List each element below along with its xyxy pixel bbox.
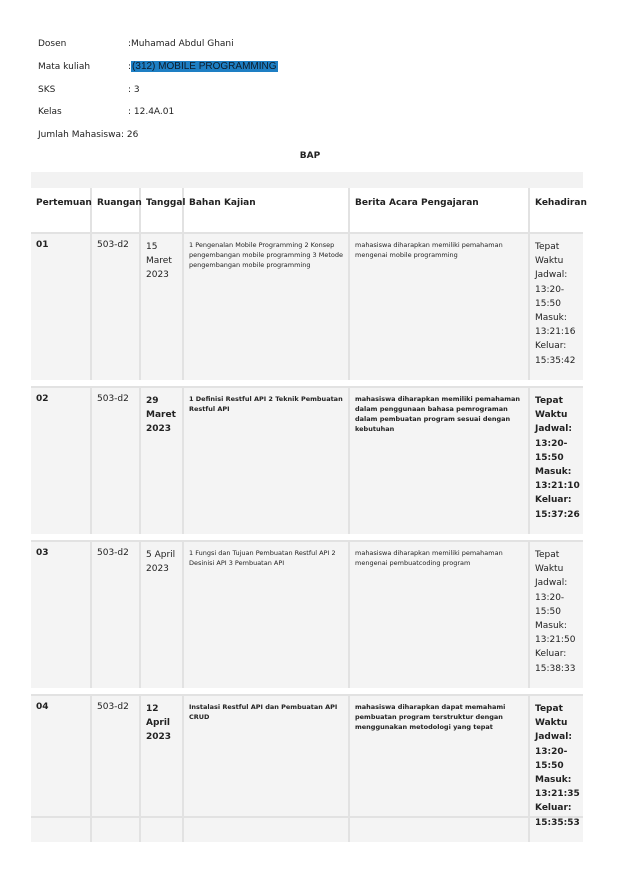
bap-table xyxy=(31,172,587,842)
kehadiran-status: Waktu xyxy=(535,564,564,575)
cell-ruangan: 503-d2 xyxy=(91,233,140,380)
kehadiran-value: 13:21:10 xyxy=(535,481,580,492)
header-ruangan: Ruangan xyxy=(91,188,140,233)
matkul-value-highlight: (312) MOBILE PROGRAMMING xyxy=(132,61,277,72)
cell-kehadiran xyxy=(529,233,583,380)
kehadiran-value: 15:35:42 xyxy=(535,355,576,366)
cell-pertemuan: 03 xyxy=(31,541,91,688)
kehadiran-value: 15:35:53 xyxy=(535,817,580,828)
cell-berita-acara: mahasiswa diharapkan memiliki pemahaman mengenai mobile programming xyxy=(349,233,529,380)
kehadiran-label: Masuk: xyxy=(535,467,572,478)
sks-label: SKS xyxy=(38,85,56,95)
table-row xyxy=(31,233,583,380)
header-bahan-kajian: Bahan Kajian xyxy=(183,188,349,233)
header-pertemuan: Pertemuan xyxy=(36,198,92,208)
kehadiran-label: Keluar: xyxy=(535,495,572,506)
kehadiran-status: Waktu xyxy=(535,718,568,729)
kehadiran-value: 13:21:16 xyxy=(535,327,576,338)
table-top-band xyxy=(31,172,583,188)
table-row xyxy=(31,695,583,842)
table-row xyxy=(31,387,583,534)
table-bottom-border xyxy=(31,816,583,818)
kehadiran-label: Masuk: xyxy=(535,775,572,786)
kehadiran-value: 15:37:26 xyxy=(535,509,580,520)
dosen-label: Dosen xyxy=(38,39,67,49)
kehadiran-label: Jadwal: xyxy=(535,578,568,589)
cell-tanggal: 5 April 2023 xyxy=(140,541,183,688)
cell-berita-acara: mahasiswa diharapkan dapat memahami pembuatan program terstruktur dengan menggunakan metodologi yang tepat xyxy=(349,695,529,842)
cell-berita-acara: mahasiswa diharapkan memiliki pemahaman dalam penggunaan bahasa pemrograman dalam pembuatan program sesuai dengan kebutuhan xyxy=(349,387,529,534)
kehadiran-label: Masuk: xyxy=(535,313,567,324)
cell-pertemuan: 01 xyxy=(31,233,91,380)
row-gap xyxy=(31,688,583,695)
cell-tanggal: 15 Maret 2023 xyxy=(140,233,183,380)
cell-berita-acara: mahasiswa diharapkan memiliki pemahaman mengenai pembuatcoding program xyxy=(349,541,529,688)
kehadiran-label: Keluar: xyxy=(535,649,567,660)
kehadiran-status: Tepat xyxy=(535,242,560,252)
jumlah-line: Jumlah Mahasiswa: 26 xyxy=(38,130,139,140)
cell-bahan-kajian: Instalasi Restful API dan Pembuatan API CRUD xyxy=(183,695,349,842)
table-row xyxy=(31,541,583,688)
kelas-line xyxy=(38,107,174,117)
kelas-value: : 12.4A.01 xyxy=(128,107,175,117)
row-gap xyxy=(31,534,583,541)
cell-tanggal: 12 April 2023 xyxy=(140,695,183,842)
row-gap xyxy=(31,380,583,387)
kehadiran-value: 13:21:50 xyxy=(535,635,576,646)
kehadiran-status: Tepat xyxy=(535,550,560,560)
kehadiran-label: Keluar: xyxy=(535,803,572,814)
cell-ruangan: 503-d2 xyxy=(91,695,140,842)
cell-kehadiran xyxy=(529,695,583,842)
kehadiran-label: Jadwal: xyxy=(535,424,572,435)
cell-ruangan: 503-d2 xyxy=(91,541,140,688)
page-title: BAP xyxy=(299,151,321,161)
kehadiran-status: Tepat xyxy=(535,396,563,406)
sks-line xyxy=(38,85,140,95)
kehadiran-label: Masuk: xyxy=(535,621,567,632)
kehadiran-value: 15:50 xyxy=(535,606,561,617)
kehadiran-value: 13:20- xyxy=(535,284,565,295)
matkul-prefix: : xyxy=(128,62,132,72)
kehadiran-status: Tepat xyxy=(535,704,563,714)
header-berita-acara: Berita Acara Pengajaran xyxy=(349,188,529,233)
kehadiran-value: 13:20- xyxy=(535,438,568,449)
kehadiran-label: Keluar: xyxy=(535,341,567,352)
kehadiran-value: 13:21:35 xyxy=(535,789,580,800)
kehadiran-value: 15:38:33 xyxy=(535,663,576,674)
cell-ruangan: 503-d2 xyxy=(91,387,140,534)
dosen-line xyxy=(38,39,234,49)
kehadiran-value: 13:20- xyxy=(535,592,565,603)
cell-bahan-kajian: 1 Pengenalan Mobile Programming 2 Konsep pengembangan mobile programming 3 Metode pengembangan mobile programming xyxy=(183,233,349,380)
kehadiran-value: 15:50 xyxy=(535,298,561,309)
kehadiran-value: 13:20- xyxy=(535,746,568,757)
kehadiran-label: Jadwal: xyxy=(535,732,572,743)
kehadiran-status: Waktu xyxy=(535,410,568,421)
cell-bahan-kajian: 1 Fungsi dan Tujuan Pembuatan Restful API 2 Desinisi API 3 Pembuatan API xyxy=(183,541,349,688)
sks-value: : 3 xyxy=(128,85,140,95)
dosen-value: :Muhamad Abdul Ghani xyxy=(128,39,234,49)
kehadiran-value: 15:50 xyxy=(535,452,564,463)
kehadiran-label: Jadwal: xyxy=(535,270,568,281)
kelas-label: Kelas xyxy=(38,107,62,117)
cell-kehadiran xyxy=(529,387,583,534)
cell-kehadiran xyxy=(529,541,583,688)
cell-bahan-kajian: 1 Definisi Restful API 2 Teknik Pembuatan Restful API xyxy=(183,387,349,534)
matkul-label: Mata kuliah xyxy=(38,62,91,72)
table-header-row xyxy=(31,188,583,233)
header-kehadiran: Kehadiran xyxy=(529,188,583,233)
cell-pertemuan: 04 xyxy=(31,695,91,842)
kehadiran-value: 15:50 xyxy=(535,760,564,771)
header-tanggal: Tanggal xyxy=(140,188,183,233)
matkul-line xyxy=(38,61,278,72)
kehadiran-status: Waktu xyxy=(535,256,564,267)
cell-tanggal: 29 Maret 2023 xyxy=(140,387,183,534)
cell-pertemuan: 02 xyxy=(31,387,91,534)
